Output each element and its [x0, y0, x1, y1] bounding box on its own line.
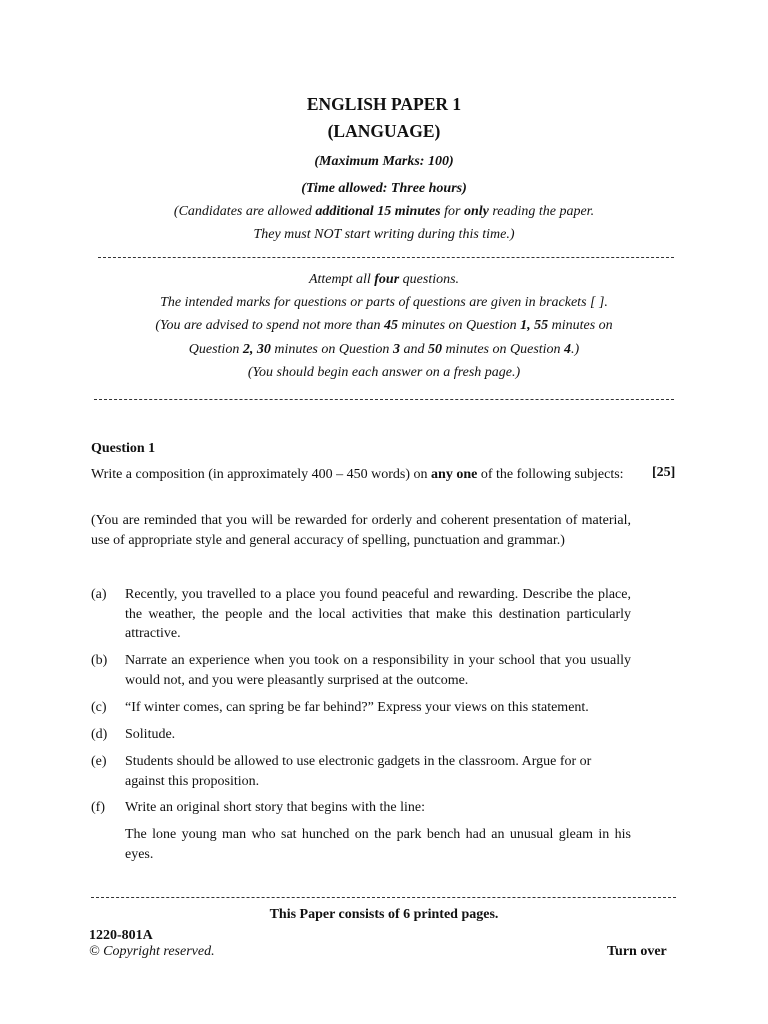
story-opening-line: The lone young man who sat hunched on the park bench had an unusual gleam in his eyes. — [125, 827, 631, 862]
instruction-attempt: Attempt all four questions. — [308, 272, 460, 287]
divider-instructions — [94, 399, 674, 400]
copyright-note: © Copyright reserved. — [89, 944, 215, 959]
max-marks: (Maximum Marks: 100) — [314, 154, 454, 169]
option-text: Write an original short story that begins with the line: — [125, 800, 425, 815]
paper-code: 1220-801A — [89, 928, 153, 943]
option-text: “If winter comes, can spring be far behind?” Express your views on this statement. — [125, 700, 589, 715]
question-reminder: (You are reminded that you will be rewarded for orderly and coherent presentation of material, use of appropriate style and general accuracy of spelling, punctuation and grammar.) — [91, 513, 631, 548]
pages-note: This Paper consists of 6 printed pages. — [269, 907, 499, 922]
instruction-timing-2: Question 2, 30 minutes on Question 3 and 50 minutes on Question 4.) — [188, 342, 580, 357]
option-label: (a) — [91, 587, 107, 602]
option-text: Solitude. — [125, 727, 176, 742]
time-allowed: (Time allowed: Three hours) — [301, 181, 467, 196]
paper-title: ENGLISH PAPER 1 — [306, 94, 462, 114]
option-label: (e) — [91, 754, 107, 769]
turn-over: Turn over — [607, 944, 667, 959]
option-label: (b) — [91, 653, 108, 668]
reading-time-note-line2: They must NOT start writing during this time.) — [253, 227, 515, 242]
option-text: Students should be allowed to use electronic gadgets in the classroom. Argue for or against this proposition. — [125, 754, 592, 789]
instruction-timing-1: (You are advised to spend not more than 45 minutes on Question 1, 55 minutes on — [155, 318, 613, 333]
option-label: (d) — [91, 727, 108, 742]
instruction-marks: The intended marks for questions or parts of questions are given in brackets [ ]. — [160, 295, 608, 310]
reading-time-note: (Candidates are allowed additional 15 minutes for only reading the paper. — [173, 204, 595, 219]
question-heading: Question 1 — [91, 441, 156, 456]
divider-top — [98, 257, 674, 258]
paper-subtitle: (LANGUAGE) — [327, 121, 441, 141]
question-marks: [25] — [652, 465, 676, 480]
option-label: (f) — [91, 800, 105, 815]
option-text: Narrate an experience when you took on a responsibility in your school that you usually would not, and you were pleasantly surprised at the outcome. — [125, 653, 631, 688]
option-label: (c) — [91, 700, 107, 715]
option-text: Recently, you travelled to a place you found peaceful and rewarding. Describe the place, the weather, the people and the local activities that make this destination particularly attractive. — [125, 587, 631, 641]
question-intro: Write a composition (in approximately 400 – 450 words) on any one of the following subjects: — [91, 467, 624, 482]
instruction-fresh-page: (You should begin each answer on a fresh page.) — [247, 365, 521, 380]
divider-footer — [91, 897, 676, 898]
